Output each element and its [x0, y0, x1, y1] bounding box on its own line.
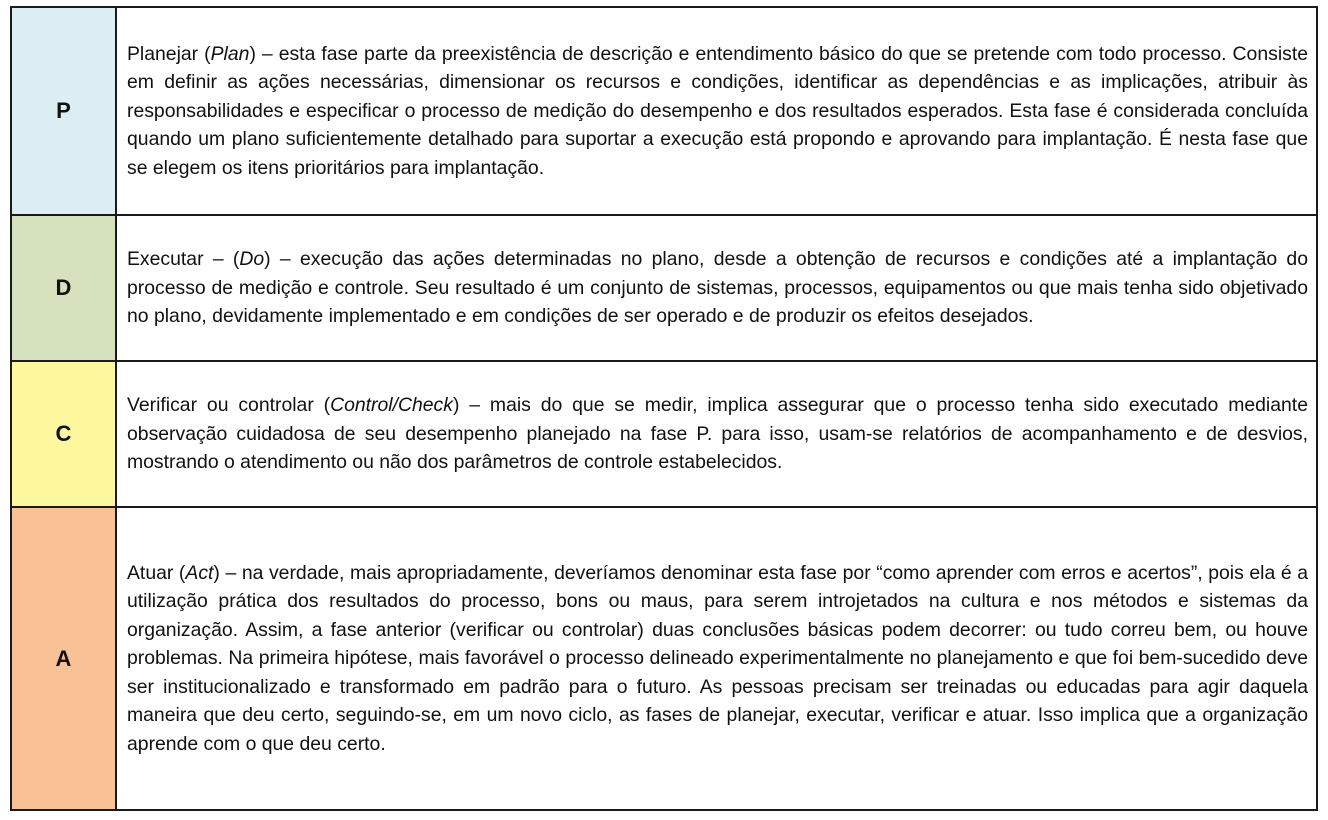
phase-title-check: Verificar ou controlar ( — [127, 394, 331, 417]
phase-body-do: ) – execução das ações determinadas no plano, desde a obtenção de recursos e condições até a implantação do processo de medição e controle. Seu resultado é um conjunto de sistemas, processos, equipamentos ou que mais tenha sido objetivado no plano, devidamente implementado e em condições de ser operado e de produzir os efeitos desejados. — [127, 248, 1309, 328]
phase-description-act — [116, 507, 1317, 810]
phase-description-check — [116, 361, 1317, 507]
pdca-row-plan — [11, 7, 1317, 215]
phase-term-do: Do — [239, 248, 265, 271]
phase-term-plan: Plan — [210, 42, 250, 65]
phase-letter-check: C — [11, 361, 116, 507]
phase-letter-act: A — [11, 507, 116, 810]
phase-description-do — [116, 215, 1317, 361]
phase-body-plan: ) – esta fase parte da preexistência de descrição e entendimento básico do que se pretende com todo processo. Consiste em definir as ações necessárias, dimensionar os recursos e condições, identificar as dependências e as implicações, atribuir às responsabilidades e especificar o processo de medição do desempenho e dos resultados esperados. Esta fase é considerada concluída quando um plano suficientemente detalhado para suportar a execução está propondo e aprovando para implantação. É nesta fase que se elegem os itens prioritários para implantação. — [127, 42, 1308, 179]
pdca-row-do — [11, 215, 1317, 361]
phase-body-act: ) – na verdade, mais apropriadamente, deveríamos denominar esta fase por “como aprender com erros e acertos”, pois ela é a utilização prática dos resultados do processo, bons ou maus, para serem introjetados na cultura e nos métodos e sistemas da organização. Assim, a fase anterior (verificar ou controlar) duas conclusões básicas podem decorrer: ou tudo correu bem, ou houve problemas. Na primeira hipótese, mais favorável o processo delineado experimentalmente no planejamento e que foi bem-sucedido deve ser institucionalizado e transformado em padrão para o futuro. As pessoas precisam ser treinadas ou educadas para agir daquela maneira que deu certo, seguindo-se, em um novo ciclo, as fases de planejar, executar, verificar e atuar. Isso implica que a organização aprende com o que deu certo. — [127, 562, 1308, 755]
phase-title-plan: Planejar ( — [127, 42, 211, 65]
phase-letter-plan: P — [11, 7, 116, 215]
phase-title-do: Executar – ( — [127, 248, 240, 271]
phase-term-check: Control/Check — [330, 394, 453, 417]
pdca-table — [10, 6, 1318, 811]
phase-term-act: Act — [185, 562, 214, 585]
phase-letter-do: D — [11, 215, 116, 361]
phase-body-check: ) – mais do que se medir, implica assegurar que o processo tenha sido executado mediante observação cuidadosa de seu desempenho planejado na fase P. para isso, usam-se relatórios de acompanhamento e de desvios, mostrando o atendimento ou não dos parâmetros de controle estabelecidos. — [127, 394, 1308, 474]
phase-description-plan — [116, 7, 1317, 215]
pdca-row-act — [11, 507, 1317, 810]
phase-title-act: Atuar ( — [127, 562, 186, 585]
pdca-row-check — [11, 361, 1317, 507]
